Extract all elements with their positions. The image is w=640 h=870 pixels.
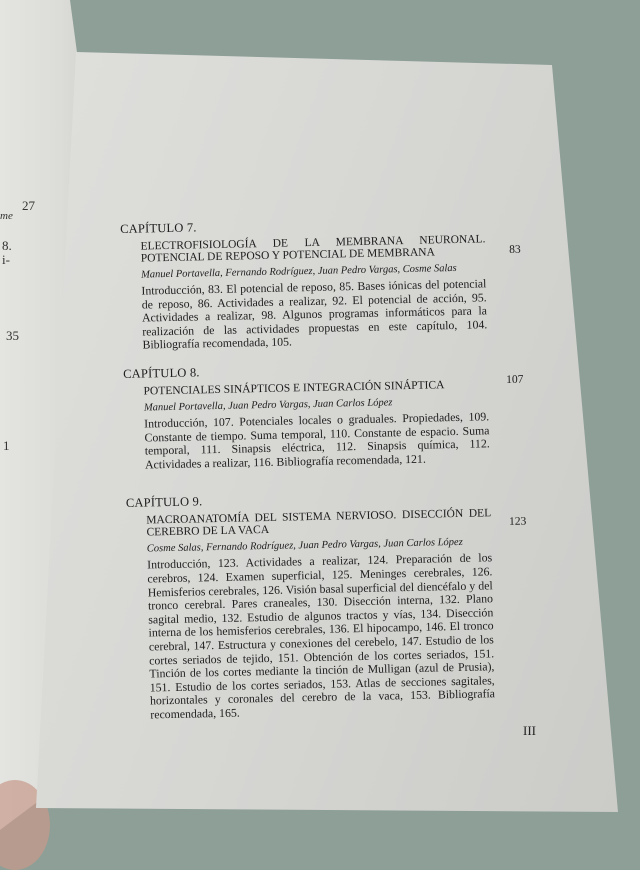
chapter-page: 83	[509, 243, 521, 256]
chapter-label: CAPÍTULO 7.	[120, 220, 197, 236]
left-page-number: 35	[6, 328, 19, 343]
left-page-fragment: me	[0, 210, 13, 222]
chapter-authors: Manuel Portavella, Juan Pedro Vargas, Juan Carlos López	[143, 397, 393, 414]
chapter-authors: Cosme Salas, Fernando Rodríguez, Juan Pedro Vargas, Juan Carlos López	[146, 537, 463, 555]
chapter-7	[120, 214, 523, 353]
left-page-fragment: i-	[2, 252, 10, 267]
chapter-contents: Introducción, 107. Potenciales locales o graduales. Propiedades, 109. Constante de tiempo. Suma temporal, 110. Constante de espacio. Suma temporal, 111. Sinapsis eléctrica, 112. Sinapsis química, 112. Actividades a realizar, 116. Bibliografía recomendada, 121.	[144, 409, 490, 472]
chapter-authors: Manuel Portavella, Fernando Rodríguez, Juan Pedro Vargas, Cosme Salas	[141, 262, 457, 281]
left-page-fragment: 8.	[2, 238, 12, 253]
chapter-8	[123, 359, 525, 473]
chapter-title: POTENCIALES SINÁPTICOS E INTEGRACIÓN SINÁPTICA	[143, 379, 445, 398]
table-of-contents	[120, 214, 531, 737]
chapter-label: CAPÍTULO 8.	[123, 365, 200, 381]
left-page-number: 27	[22, 198, 35, 213]
chapter-title: ELECTROFISIOLOGÍA DE LA MEMBRANA NEURONAL. POTENCIAL DE REPOSO Y POTENCIAL DE MEMBRANA	[140, 233, 486, 265]
chapter-page: 123	[508, 515, 527, 529]
left-page-number: 1	[3, 438, 10, 453]
chapter-contents: Introducción, 83. El potencial de reposo, 85. Bases iónicas del potencial de reposo, 86. Actividades a realizar, 92. El potencial de acción, 95. Actividades a realizar, 98. Algunos programas informáticos para la realización de las actividades propuestas en este capítulo, 104. Bibliografía recomendada, 105.	[141, 276, 488, 352]
page-number: III	[523, 723, 536, 738]
chapter-label: CAPÍTULO 9.	[125, 494, 203, 511]
chapter-page: 107	[506, 373, 524, 386]
chapter-title: MACROANATOMÍA DEL SISTEMA NERVIOSO. DISECCIÓN DEL CEREBRO DE LA VACA	[146, 507, 492, 539]
chapter-contents: Introducción, 123. Actividades a realizar, 124. Preparación de los cerebros, 124. Examen superficial, 125. Meninges cerebrales, 126. Hemisferios cerebrales, 126. Visión basal superficial del diencéfalo y del tronco cerebral. Pares craneales, 130. Disección interna, 132. Plano sagital medio, 132. Estudio de algunos tractos y vías, 134. Disección interna de los hemisferios cerebrales, 136. El hipocampo, 146. El tronco cerebral, 147. Estructura y conexiones del cerebelo, 147. Estudio de los cortes seriados de tejido, 151. Obtención de los cortes seriados, 151. Tinción de los cortes mediante la tinción de Mulligan (azul de Prusia), 151. Estudio de los cortes seriados, 153. Atlas de secciones sagitales, horizontales y coronales del cerebro de la vaca, 153. Bibliografía recomendada, 165.	[147, 550, 496, 722]
chapter-9	[126, 488, 531, 722]
